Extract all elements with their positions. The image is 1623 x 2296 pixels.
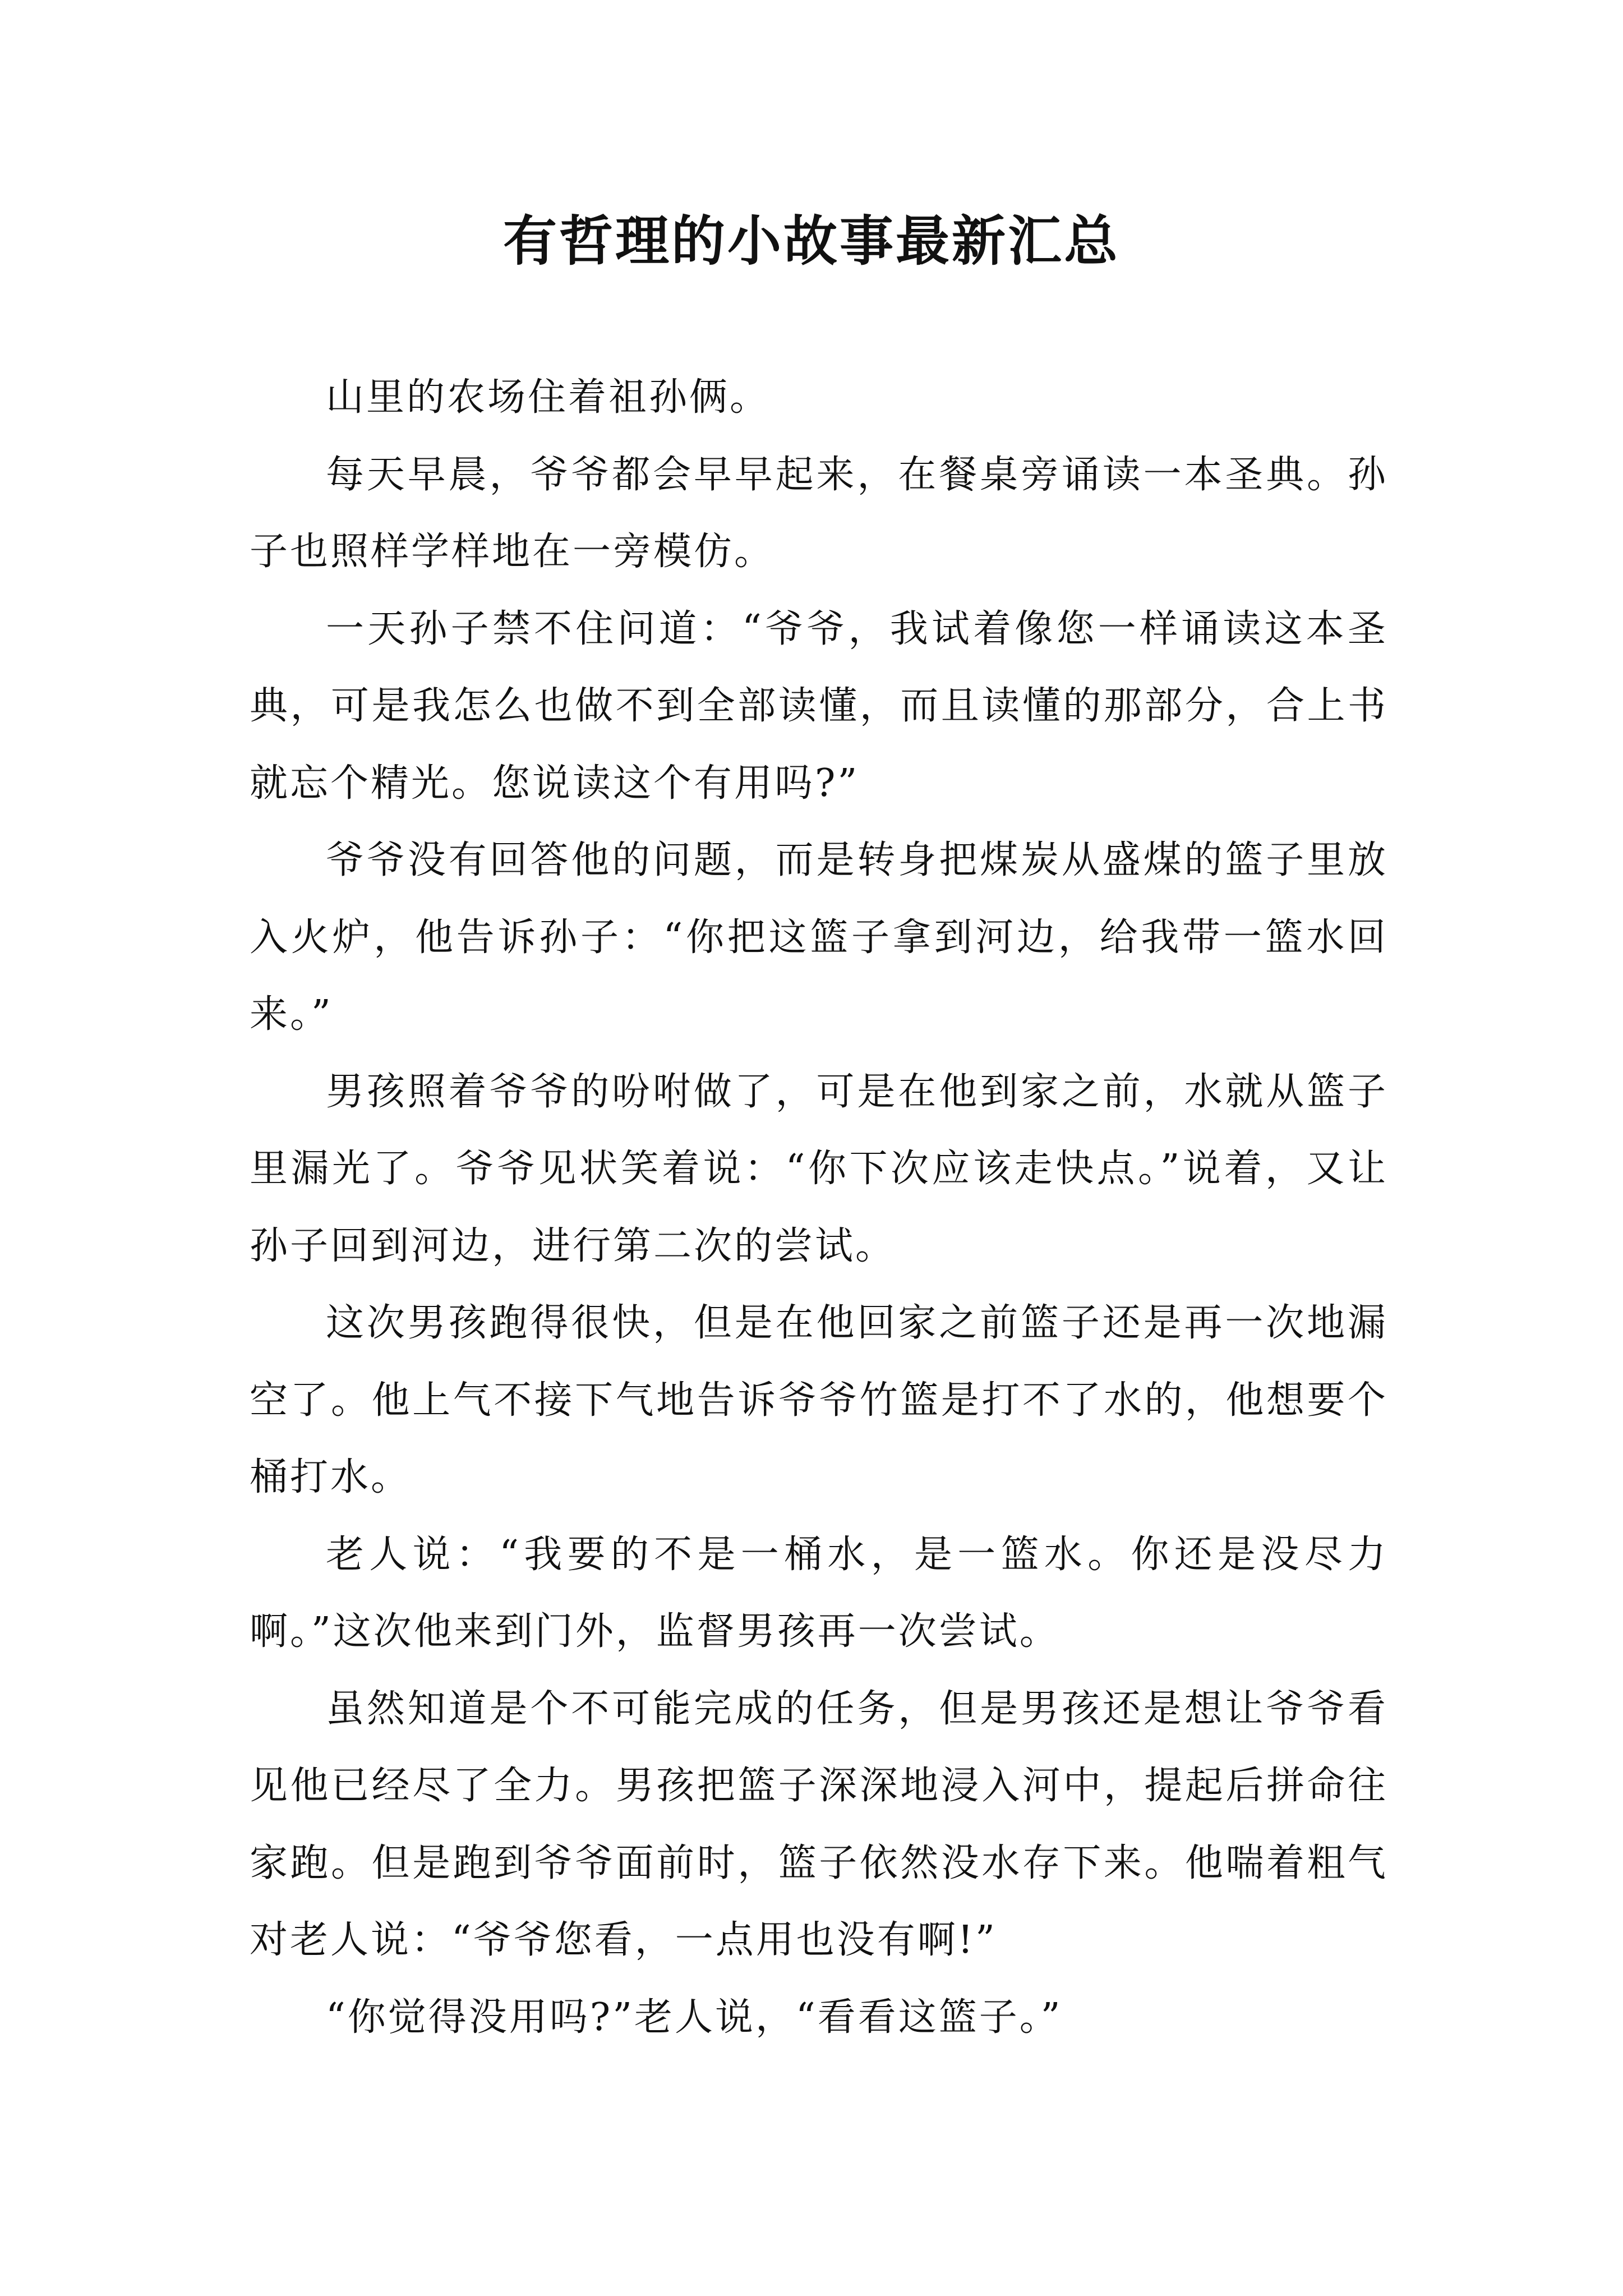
paragraph: 虽然知道是个不可能完成的任务，但是男孩还是想让爷爷看见他已经尽了全力。男孩把篮子深深地浸入河中，提起后拼命往家跑。但是跑到爷爷面前时，篮子依然没水存下来。他喘着粗气对老人说：“爷爷您看，一点用也没有啊!” [250,1686,1388,1962]
paragraph: 爷爷没有回答他的问题，而是转身把煤炭从盛煤的篮子里放入火炉，他告诉孙子：“你把这篮子拿到河边，给我带一篮水回来。” [250,838,1388,1037]
document-body [250,359,1388,2056]
paragraph: 男孩照着爷爷的吩咐做了，可是在他到家之前，水就从篮子里漏光了。爷爷见状笑着说：“你下次应该走快点。”说着，又让孙子回到河边，进行第二次的尝试。 [250,1069,1388,1268]
paragraph: 这次男孩跑得很快，但是在他回家之前篮子还是再一次地漏空了。他上气不接下气地告诉爷爷竹篮是打不了水的，他想要个桶打水。 [250,1301,1388,1499]
paragraph: 每天早晨，爷爷都会早早起来，在餐桌旁诵读一本圣典。孙子也照样学样地在一旁模仿。 [250,452,1388,574]
paragraph: 一天孙子禁不住问道：“爷爷，我试着像您一样诵读这本圣典，可是我怎么也做不到全部读懂，而且读懂的那部分，合上书就忘个精光。您说读这个有用吗?” [250,606,1388,806]
paragraph: 老人说：“我要的不是一桶水，是一篮水。你还是没尽力啊。”这次他来到门外，监督男孩再一次尝试。 [250,1532,1388,1654]
paragraph: 山里的农场住着祖孙俩。 [326,375,771,420]
document-title: 有哲理的小故事最新汇总 [503,210,1120,273]
paragraph: “你觉得没用吗?”老人说，“看看这篮子。” [326,1995,1063,2040]
